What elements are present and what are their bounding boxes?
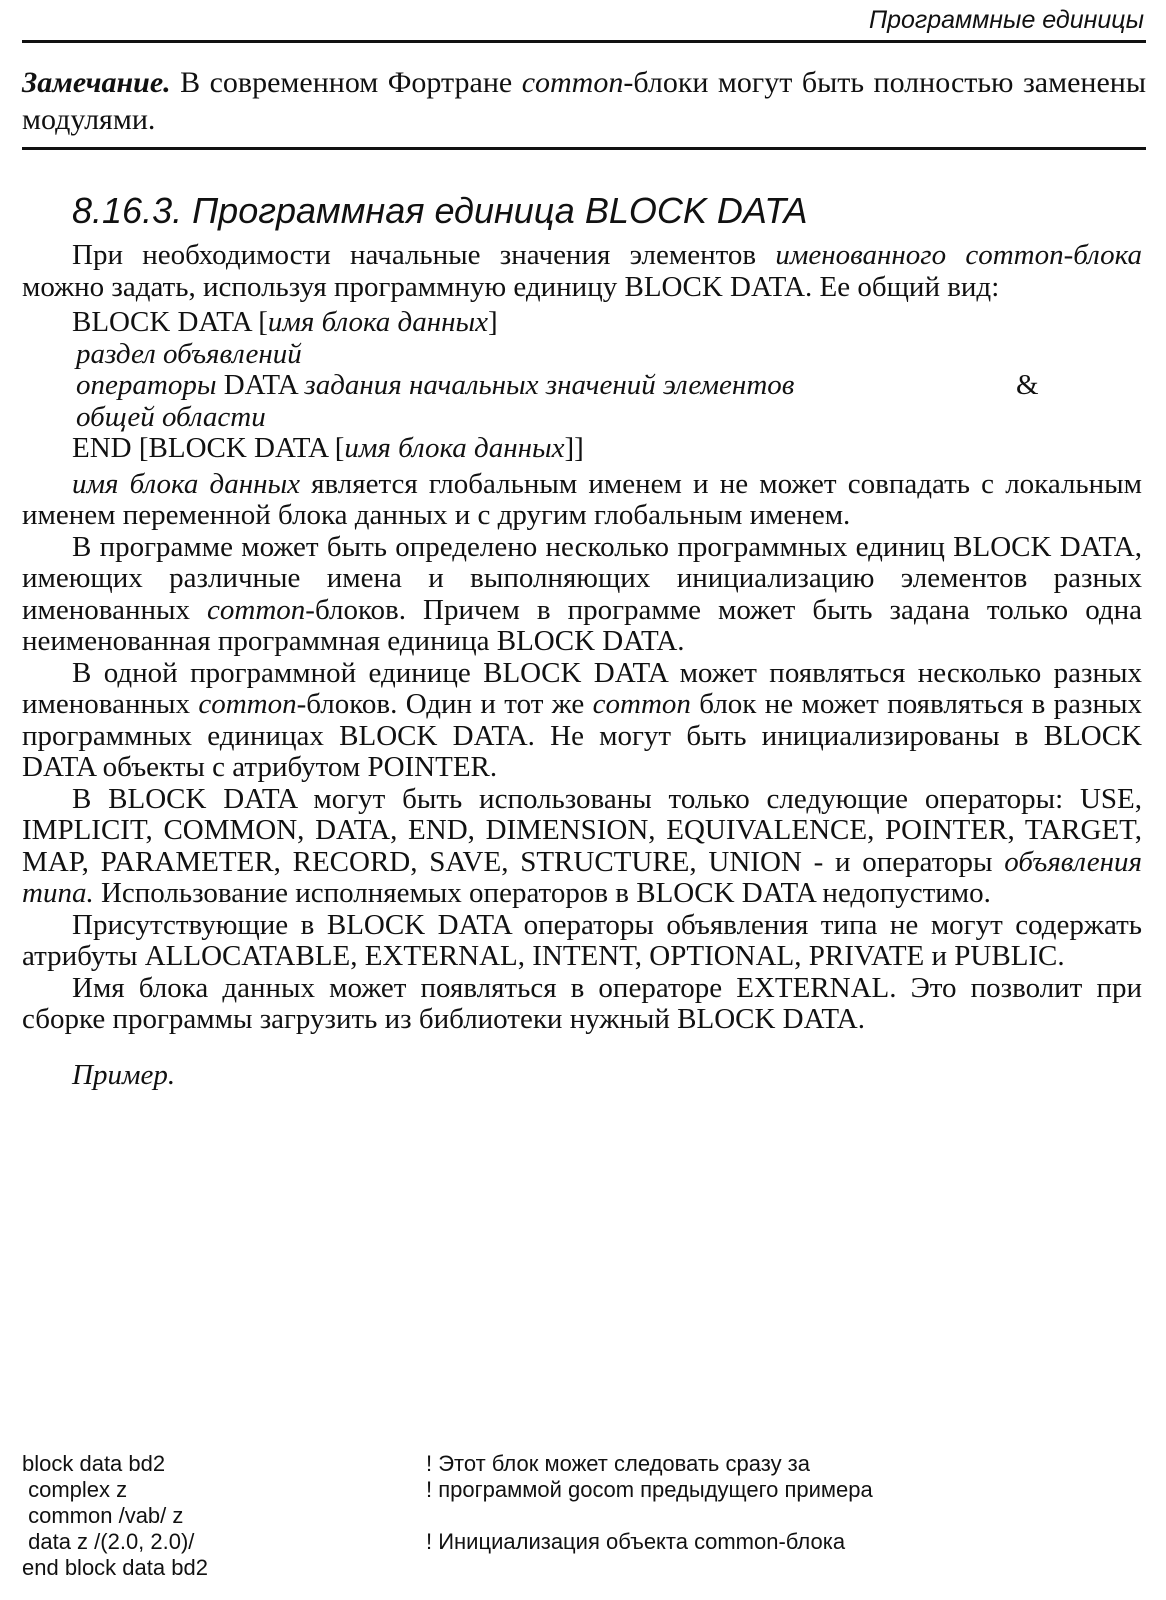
syntax-l5-em: имя блока данных bbox=[344, 432, 565, 464]
p5-text-2: Использование исполняемых операторов в BLOCK DATA недопустимо. bbox=[93, 877, 991, 909]
paragraph-5 bbox=[22, 784, 1142, 910]
code-text: end block data bd2 bbox=[22, 1555, 208, 1580]
code-line bbox=[22, 1477, 1146, 1503]
code-text: data z /(2.0, 2.0)/ bbox=[22, 1529, 195, 1554]
syntax-line-3 bbox=[72, 370, 1142, 402]
p4-em-1: common bbox=[198, 688, 297, 720]
p4-text-2: -блоков. Один и тот же bbox=[296, 688, 593, 720]
p2-text: является глобальным именем и не может совпадать с локальным именем переменной блока данных и с другим глобальным именем. bbox=[22, 467, 1142, 531]
syntax-line-1 bbox=[72, 307, 1142, 339]
code-line bbox=[22, 1451, 1146, 1477]
p2-em: имя блока данных bbox=[72, 467, 300, 500]
syntax-l3-em-c: задания начальных значений элементов bbox=[304, 369, 795, 401]
syntax-l1-end: ] bbox=[488, 306, 498, 338]
note-em-common: common bbox=[521, 66, 624, 99]
p3-text-1: В программе может быть определено несколько программных единиц BLOCK DATA, имеющих различные имена и выполняющих инициализацию элементов разных именованных bbox=[22, 530, 1142, 626]
paragraph-2 bbox=[22, 469, 1142, 532]
p4-text-1: В одной программной единице BLOCK DATA может появляться несколько разных именованных bbox=[22, 656, 1142, 720]
code-line bbox=[22, 1503, 1146, 1529]
syntax-l3-kw: DATA bbox=[216, 369, 305, 401]
syntax-l4-em: общей области bbox=[76, 400, 266, 433]
p6-text: Присутствующие в BLOCK DATA операторы объявления типа не могут содержать атрибуты ALLOCATABLE, EXTERNAL, INTENT, OPTIONAL, PRIVATE и PUBLIC. bbox=[22, 908, 1142, 972]
page-header-title: Программные единицы bbox=[868, 6, 1144, 34]
code-line bbox=[22, 1555, 1146, 1581]
syntax-continuation-amp: & bbox=[1016, 369, 1039, 401]
p1-em: именованного common-блока bbox=[775, 239, 1142, 271]
syntax-l5-end: ]] bbox=[564, 432, 584, 464]
note-text-1: В современном Фортране bbox=[170, 66, 522, 99]
example-label: Пример. bbox=[72, 1058, 176, 1091]
paragraph-1 bbox=[22, 240, 1142, 303]
code-text: block data bd2 bbox=[22, 1451, 166, 1476]
p3-em: common bbox=[207, 593, 306, 626]
code-comment: ! программой gocom предыдущего примера bbox=[426, 1477, 873, 1502]
code-comment: ! Инициализация объекта common-блока bbox=[426, 1529, 846, 1554]
syntax-l1-kw: BLOCK DATA [ bbox=[72, 306, 268, 338]
syntax-block bbox=[72, 307, 1142, 465]
p3-text-2: -блоков. Причем в программе может быть задана только одна неименованная программная единица BLOCK DATA. bbox=[22, 593, 1143, 657]
syntax-line-2 bbox=[72, 339, 1142, 371]
p5-text-1: В BLOCK DATA могут быть использованы только следующие операторы: USE, IMPLICIT, COMMON, DATA, END, DIMENSION, EQUIVALENCE, POINTER, TARGET, MAP, PARAMETER, RECORD, SAVE, STRUCTURE, UNION - и операторы bbox=[22, 782, 1142, 878]
header-rule bbox=[22, 40, 1146, 43]
section-body bbox=[22, 240, 1142, 1095]
p7-text: Имя блока данных может появляться в операторе EXTERNAL. Это позволит при сборке программы загрузить из библиотеки нужный BLOCK DATA. bbox=[22, 971, 1142, 1035]
p1-text-1: При необходимости начальные значения элементов bbox=[72, 239, 776, 271]
paragraph-6 bbox=[22, 910, 1142, 973]
code-comment: ! Этот блок может следовать сразу за bbox=[426, 1451, 811, 1476]
section-title: 8.16.3. Программная единица BLOCK DATA bbox=[72, 190, 808, 231]
code-text: common /vab/ z bbox=[22, 1503, 184, 1528]
code-line bbox=[22, 1529, 1146, 1555]
note-lead: Замечание. bbox=[22, 66, 171, 99]
code-text: complex z bbox=[22, 1477, 128, 1502]
syntax-line-4 bbox=[72, 402, 1142, 434]
paragraph-4 bbox=[22, 658, 1142, 784]
p5-em: объявления типа. bbox=[22, 845, 1142, 909]
code-example bbox=[22, 1451, 1146, 1581]
note-rule bbox=[22, 147, 1146, 150]
paragraph-7 bbox=[22, 973, 1142, 1036]
p4-text-3: блок не может появляться в разных программных единицах BLOCK DATA. Не могут быть инициализированы в BLOCK DATA объекты с атрибутом POINTER. bbox=[22, 688, 1143, 783]
syntax-l3-em-a: операторы bbox=[76, 369, 217, 401]
p1-text-2: можно задать, используя программную единицу BLOCK DATA. Ее общий вид: bbox=[22, 270, 1000, 303]
note-paragraph bbox=[22, 64, 1146, 138]
paragraph-3 bbox=[22, 532, 1142, 658]
syntax-line-5 bbox=[72, 433, 1142, 465]
syntax-l2-em: раздел объявлений bbox=[76, 337, 302, 370]
note-text-2: -блоки могут быть полностью заменены модулями. bbox=[22, 66, 1146, 136]
syntax-l5-kw: END [BLOCK DATA [ bbox=[72, 432, 345, 464]
syntax-l1-em: имя блока данных bbox=[267, 306, 489, 338]
p4-em-2: common bbox=[592, 688, 691, 720]
